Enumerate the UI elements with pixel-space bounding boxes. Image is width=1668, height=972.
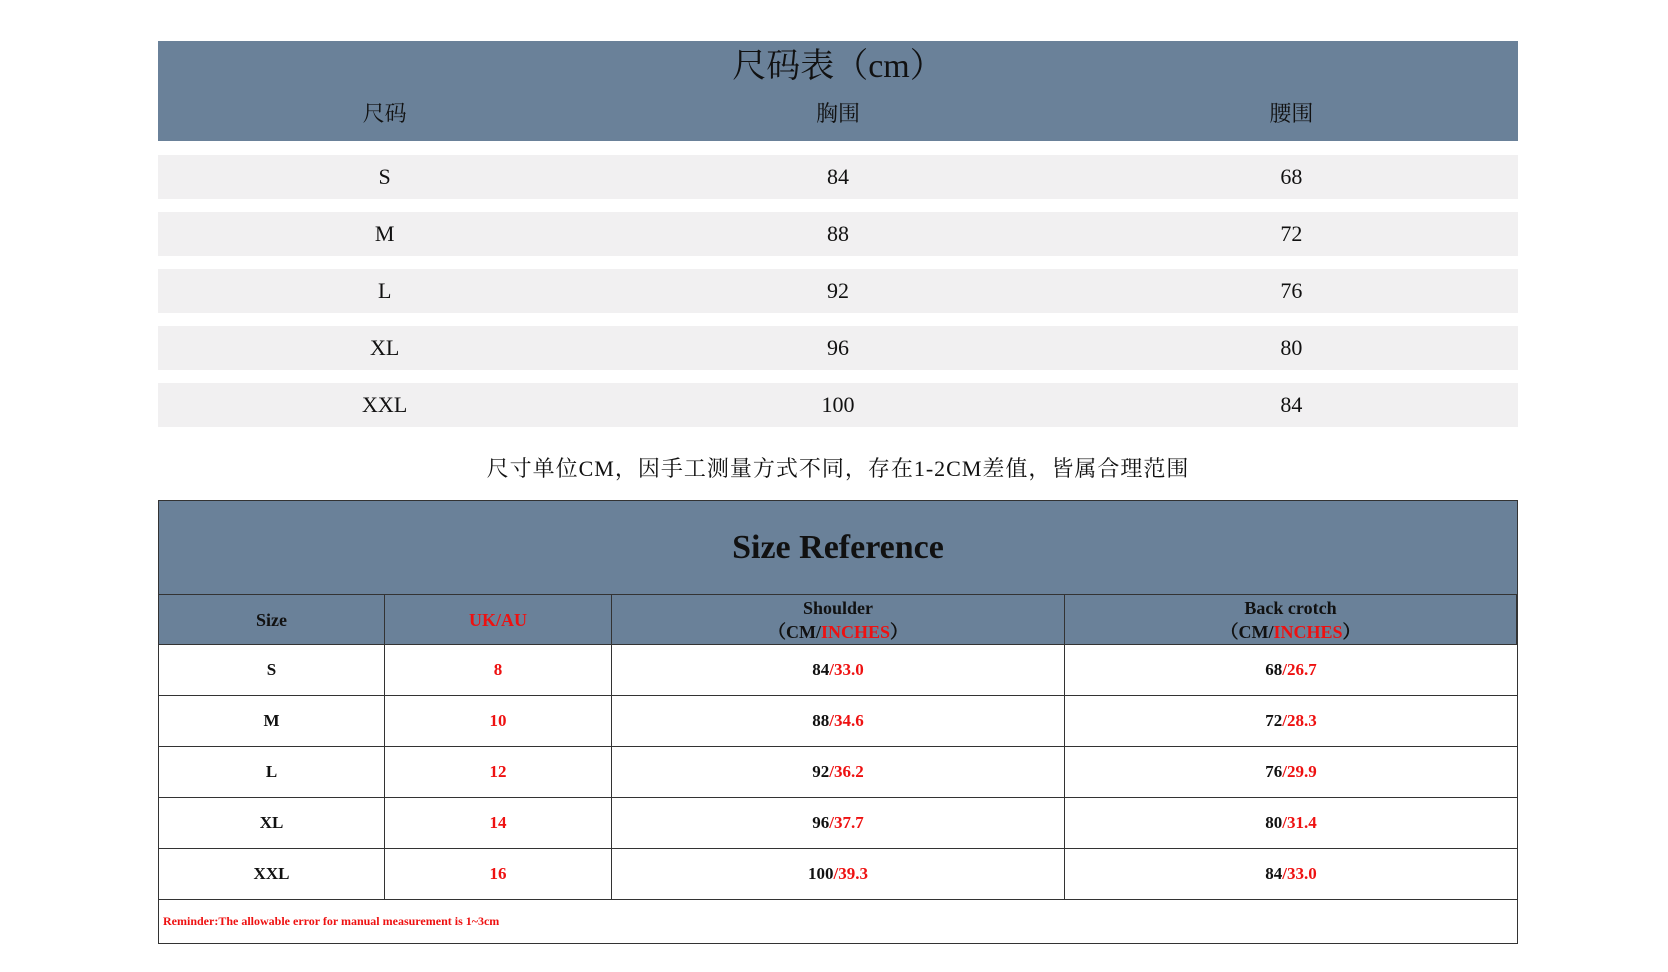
en-cell-crotch	[1065, 798, 1517, 849]
en-title-bar	[159, 501, 1517, 595]
en-cell-size: S	[159, 645, 385, 696]
cn-cell-chest: 92	[826, 278, 849, 303]
en-cell-uk: 10	[385, 696, 612, 747]
en-header-size	[159, 595, 385, 645]
unit-open: （CM/	[1220, 621, 1274, 642]
cn-cell-size: S	[378, 164, 391, 189]
cn-cell-size: L	[377, 278, 392, 303]
crotch-cm: 72	[1265, 711, 1283, 730]
en-table-grid	[159, 595, 1517, 900]
cn-cell-chest: 84	[826, 164, 849, 189]
en-header-uk-au	[385, 595, 612, 645]
shoulder-cm: 84	[812, 660, 830, 679]
en-header-back-crotch-unit	[1220, 620, 1360, 644]
cn-cell-size: XXL	[362, 392, 408, 417]
en-header-shoulder-unit	[768, 620, 908, 644]
crotch-cm: 76	[1265, 762, 1283, 781]
cn-table-body	[158, 155, 1518, 427]
shoulder-in: /33.0	[829, 660, 864, 679]
shoulder-in: /36.2	[829, 762, 864, 781]
unit-inches: INCHES	[820, 621, 891, 642]
cn-cell-waist: 68	[1280, 164, 1303, 189]
en-cell-shoulder	[612, 645, 1065, 696]
en-cell-shoulder	[612, 696, 1065, 747]
en-cell-uk: 12	[385, 747, 612, 798]
en-header-uk-au-label: UK/AU	[469, 609, 527, 630]
table-row	[158, 212, 1518, 256]
crotch-in: /28.3	[1282, 711, 1317, 730]
unit-close: ）	[890, 621, 909, 642]
crotch-in: /26.7	[1282, 660, 1317, 679]
shoulder-cm: 100	[808, 864, 834, 883]
unit-inches: INCHES	[1273, 621, 1343, 642]
shoulder-cm: 88	[812, 711, 830, 730]
shoulder-in: /34.6	[829, 711, 864, 730]
en-size-reference-table	[158, 500, 1518, 944]
en-header-back-crotch	[1065, 595, 1517, 645]
cn-cell-chest: 100	[821, 392, 855, 417]
en-cell-size: XL	[159, 798, 385, 849]
crotch-cm: 84	[1265, 864, 1283, 883]
crotch-in: /33.0	[1282, 864, 1317, 883]
shoulder-in: /39.3	[833, 864, 868, 883]
table-row	[158, 269, 1518, 313]
crotch-in: /29.9	[1282, 762, 1317, 781]
en-cell-shoulder	[612, 798, 1065, 849]
unit-open: （CM/	[767, 621, 821, 642]
en-cell-uk: 8	[385, 645, 612, 696]
table-row	[158, 383, 1518, 427]
cn-header-waist: 腰围	[1269, 101, 1314, 126]
en-cell-size: L	[159, 747, 385, 798]
en-cell-crotch	[1065, 849, 1517, 900]
cn-cell-waist: 80	[1280, 335, 1303, 360]
cn-table-title: 尺码表（cm）	[732, 48, 944, 85]
cn-header-chest: 胸围	[815, 101, 860, 126]
cn-header-size: 尺码	[362, 101, 407, 126]
cn-cell-size: M	[374, 221, 395, 246]
cn-measurement-note: 尺寸单位CM，因手工测量方式不同，存在1-2CM差值，皆属合理范围	[486, 456, 1190, 481]
en-cell-crotch	[1065, 747, 1517, 798]
en-table-title: Size Reference	[732, 528, 944, 566]
cn-cell-waist: 84	[1280, 392, 1303, 417]
cn-cell-waist: 76	[1280, 278, 1303, 303]
shoulder-in: /37.7	[829, 813, 864, 832]
en-cell-crotch	[1065, 645, 1517, 696]
reminder-note: Reminder:The allowable error for manual measurement is 1~3cm	[163, 914, 500, 928]
en-header-size-label: Size	[256, 609, 287, 630]
en-cell-size: XXL	[159, 849, 385, 900]
shoulder-cm: 96	[812, 813, 830, 832]
crotch-cm: 68	[1265, 660, 1283, 679]
cn-cell-size: XL	[370, 335, 400, 360]
unit-close: ）	[1342, 621, 1361, 642]
en-cell-size: M	[159, 696, 385, 747]
en-cell-shoulder	[612, 747, 1065, 798]
en-cell-uk: 16	[385, 849, 612, 900]
en-cell-shoulder	[612, 849, 1065, 900]
en-cell-crotch	[1065, 696, 1517, 747]
cn-cell-waist: 72	[1280, 221, 1303, 246]
cn-table-header	[158, 41, 1518, 141]
cn-header-row	[158, 97, 1518, 131]
shoulder-cm: 92	[812, 762, 830, 781]
table-row	[158, 155, 1518, 199]
crotch-in: /31.4	[1282, 813, 1317, 832]
en-header-back-crotch-label: Back crotch	[1244, 597, 1337, 618]
en-header-shoulder-label: Shoulder	[802, 597, 874, 618]
cn-cell-chest: 88	[826, 221, 849, 246]
cn-size-table	[158, 41, 1518, 440]
cn-cell-chest: 96	[826, 335, 849, 360]
crotch-cm: 80	[1265, 813, 1283, 832]
en-cell-uk: 14	[385, 798, 612, 849]
table-row	[158, 326, 1518, 370]
en-header-shoulder	[612, 595, 1065, 645]
